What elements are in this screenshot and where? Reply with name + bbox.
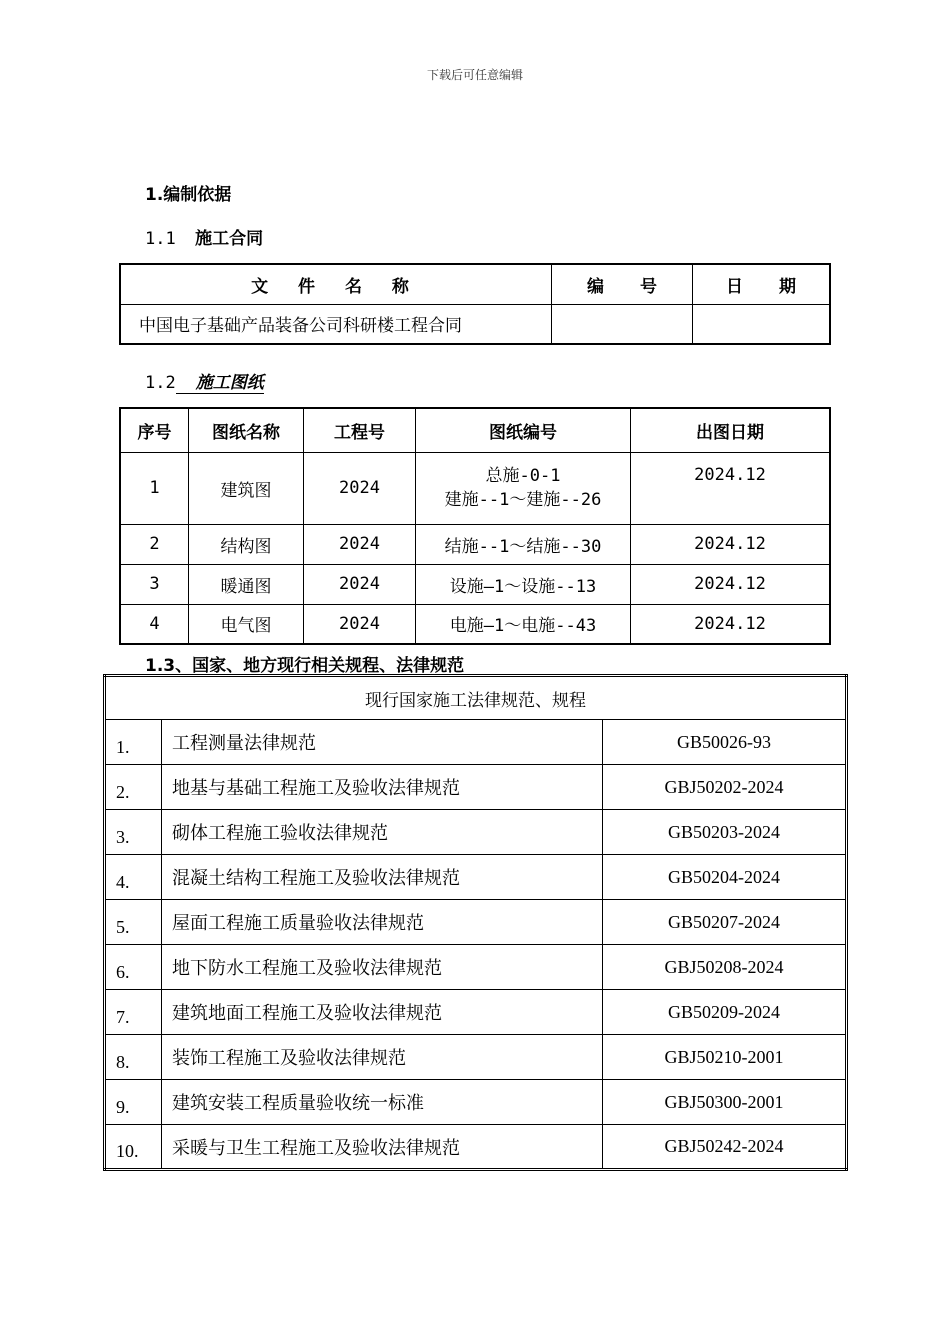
cell-proj: 2024 bbox=[304, 524, 416, 564]
cell-code: GBJ50300-2001 bbox=[603, 1080, 847, 1125]
cell-name: 结构图 bbox=[189, 524, 304, 564]
cell-index: 1. bbox=[105, 720, 162, 765]
cell-index: 4. bbox=[105, 855, 162, 900]
section-number: 1.1 bbox=[145, 229, 176, 249]
cell-proj: 2024 bbox=[304, 604, 416, 644]
cell-code bbox=[416, 452, 631, 524]
section-label: 施工合同 bbox=[195, 229, 264, 249]
contract-table bbox=[119, 263, 831, 345]
col-header: 编 号 bbox=[552, 264, 693, 304]
cell-code: GB50203-2024 bbox=[603, 810, 847, 855]
header-note: 下载后可任意编辑 bbox=[426, 68, 523, 82]
cell-code: GB50207-2024 bbox=[603, 900, 847, 945]
section-label: 施工图纸 bbox=[176, 368, 264, 394]
table-row bbox=[105, 1035, 847, 1080]
cell-name: 采暖与卫生工程施工及验收法律规范 bbox=[162, 1125, 603, 1170]
table-row bbox=[120, 524, 830, 564]
table-row bbox=[105, 1125, 847, 1170]
cell-name: 混凝土结构工程施工及验收法律规范 bbox=[162, 855, 603, 900]
section-number: 1.2 bbox=[145, 373, 176, 393]
cell-index: 9. bbox=[105, 1080, 162, 1125]
cell-code: GBJ50242-2024 bbox=[603, 1125, 847, 1170]
cell-no: 2 bbox=[120, 524, 189, 564]
col-header: 图纸名称 bbox=[189, 408, 304, 452]
table-row bbox=[105, 855, 847, 900]
cell-proj: 2024 bbox=[304, 452, 416, 524]
cell-code: 结施--1～结施--30 bbox=[416, 524, 631, 564]
table-row bbox=[105, 720, 847, 765]
cell-index: 5. bbox=[105, 900, 162, 945]
cell-name: 暖通图 bbox=[189, 564, 304, 604]
col-header: 日 期 bbox=[693, 264, 831, 304]
cell-date: 2024.12 bbox=[631, 564, 831, 604]
cell-name: 屋面工程施工质量验收法律规范 bbox=[162, 900, 603, 945]
col-header: 出图日期 bbox=[631, 408, 831, 452]
cell-code: GB50204-2024 bbox=[603, 855, 847, 900]
standards-table-title: 现行国家施工法律规范、规程 bbox=[105, 676, 847, 720]
cell-name: 装饰工程施工及验收法律规范 bbox=[162, 1035, 603, 1080]
cell-proj: 2024 bbox=[304, 564, 416, 604]
section-title-1-2 bbox=[145, 368, 264, 394]
contract-name-cell: 中国电子基础产品装备公司科研楼工程合同 bbox=[120, 304, 552, 344]
cell-index: 7. bbox=[105, 990, 162, 1035]
table-row bbox=[105, 1080, 847, 1125]
section-title-1-3: 1.3、国家、地方现行相关规程、法律规范 bbox=[145, 656, 465, 676]
cell-name: 工程测量法律规范 bbox=[162, 720, 603, 765]
standards-table bbox=[103, 674, 848, 1171]
table-row bbox=[120, 452, 830, 524]
cell-index: 8. bbox=[105, 1035, 162, 1080]
cell-name: 地基与基础工程施工及验收法律规范 bbox=[162, 765, 603, 810]
cell-name: 建筑地面工程施工及验收法律规范 bbox=[162, 990, 603, 1035]
cell-code: GBJ50208-2024 bbox=[603, 945, 847, 990]
cell-code: 设施—1～设施--13 bbox=[416, 564, 631, 604]
cell-index: 2. bbox=[105, 765, 162, 810]
table-row bbox=[105, 990, 847, 1035]
section-title-1-1 bbox=[145, 224, 263, 249]
cell-code: GB50209-2024 bbox=[603, 990, 847, 1035]
col-header: 序号 bbox=[120, 408, 189, 452]
cell-name: 电气图 bbox=[189, 604, 304, 644]
cell-code: GBJ50210-2001 bbox=[603, 1035, 847, 1080]
table-row bbox=[120, 564, 830, 604]
cell-no: 3 bbox=[120, 564, 189, 604]
cell-index: 10. bbox=[105, 1125, 162, 1170]
cell-code: GB50026-93 bbox=[603, 720, 847, 765]
cell-code-line2: 建施--1～建施--26 bbox=[444, 490, 602, 510]
table-row bbox=[105, 810, 847, 855]
table-row bbox=[105, 765, 847, 810]
section-title-1: 1.编制依据 bbox=[145, 185, 232, 205]
cell-index: 3. bbox=[105, 810, 162, 855]
col-header: 文 件 名 称 bbox=[120, 264, 552, 304]
table-row bbox=[105, 945, 847, 990]
cell-code: GBJ50202-2024 bbox=[603, 765, 847, 810]
cell-date: 2024.12 bbox=[631, 452, 831, 524]
cell-no: 4 bbox=[120, 604, 189, 644]
contract-code-cell bbox=[552, 304, 693, 344]
cell-date: 2024.12 bbox=[631, 604, 831, 644]
table-row bbox=[120, 604, 830, 644]
col-header: 图纸编号 bbox=[416, 408, 631, 452]
cell-date: 2024.12 bbox=[631, 524, 831, 564]
cell-name: 建筑图 bbox=[189, 452, 304, 524]
cell-name: 砌体工程施工验收法律规范 bbox=[162, 810, 603, 855]
cell-no: 1 bbox=[120, 452, 189, 524]
cell-name: 地下防水工程施工及验收法律规范 bbox=[162, 945, 603, 990]
cell-name: 建筑安装工程质量验收统一标准 bbox=[162, 1080, 603, 1125]
cell-code: 电施—1～电施--43 bbox=[416, 604, 631, 644]
table-row bbox=[105, 900, 847, 945]
col-header: 工程号 bbox=[304, 408, 416, 452]
drawings-table bbox=[119, 407, 831, 645]
cell-code-line1: 总施-0-1 bbox=[485, 466, 561, 486]
cell-index: 6. bbox=[105, 945, 162, 990]
contract-date-cell bbox=[693, 304, 831, 344]
